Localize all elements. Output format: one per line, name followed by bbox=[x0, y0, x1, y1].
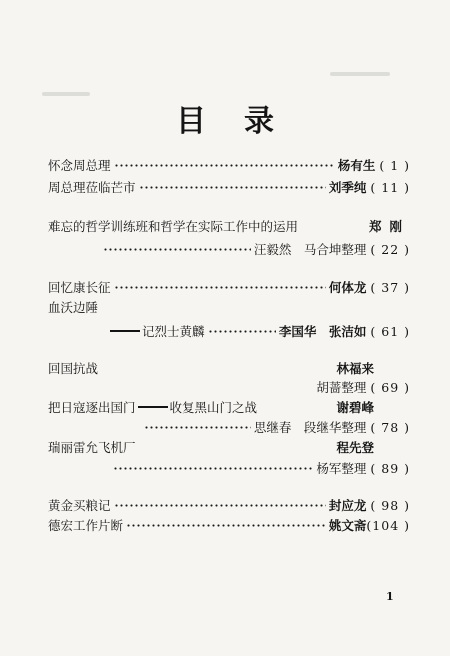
entry-title: 血沃边陲 bbox=[48, 300, 99, 315]
entry-author: 杨有生 bbox=[337, 158, 376, 173]
leader-dots bbox=[208, 330, 276, 333]
entry-page: ( 61 ) bbox=[370, 323, 410, 339]
entry-author: 刘季纯 bbox=[328, 180, 367, 195]
toc-entry[interactable] bbox=[48, 496, 410, 514]
entry-compiler: 杨军整理 bbox=[316, 461, 367, 476]
entry-author: 封应龙 bbox=[328, 498, 367, 513]
toc-entry-subline[interactable] bbox=[48, 418, 410, 436]
toc-entry-subline[interactable] bbox=[100, 240, 410, 258]
leader-dots bbox=[103, 248, 251, 251]
em-dash bbox=[138, 406, 168, 408]
toc-entry-subline[interactable] bbox=[110, 459, 410, 477]
entry-author: 谢碧峰 bbox=[336, 400, 374, 415]
entry-title: 周总理莅临芒市 bbox=[48, 180, 136, 195]
leader-dots bbox=[114, 286, 326, 289]
toc-entry-subline[interactable] bbox=[110, 322, 410, 340]
entry-title: 瑞丽雷允飞机厂 bbox=[48, 440, 136, 455]
entry-compiler: 胡蔷整理 bbox=[316, 380, 367, 395]
leader-dots bbox=[114, 504, 326, 507]
toc-entry[interactable] bbox=[48, 298, 410, 316]
toc-entry[interactable] bbox=[48, 438, 410, 456]
toc-entry[interactable] bbox=[48, 516, 410, 534]
entry-title: 德宏工作片断 bbox=[48, 518, 124, 533]
entry-page: ( 1 ) bbox=[379, 157, 410, 173]
entry-author: 郑刚 bbox=[368, 219, 410, 234]
em-dash bbox=[110, 330, 140, 332]
leader-dots bbox=[114, 164, 335, 167]
entry-title: 难忘的哲学训练班和哲学在实际工作中的运用 bbox=[48, 219, 299, 234]
folio-number: 1 bbox=[386, 590, 394, 603]
leader-dots bbox=[144, 426, 251, 429]
toc-entry[interactable] bbox=[48, 156, 410, 174]
entry-page: ( 11 ) bbox=[370, 179, 410, 195]
entry-title: 回国抗战 bbox=[48, 361, 99, 376]
entry-page: ( 98 ) bbox=[370, 497, 410, 513]
entry-title: 黄金买粮记 bbox=[48, 498, 111, 513]
entry-compiler: 汪毅然 马合坤整理 bbox=[253, 242, 367, 257]
toc-entry[interactable] bbox=[48, 359, 410, 377]
entry-compiler: 思继春 段继华整理 bbox=[253, 420, 367, 435]
entry-author: 姚文斋 bbox=[328, 518, 367, 533]
entry-subtitle: 记烈士黄麟 bbox=[142, 324, 205, 339]
entry-page: ( 22 ) bbox=[370, 241, 410, 257]
toc-entry[interactable] bbox=[48, 178, 410, 196]
entry-author: 林福来 bbox=[336, 361, 374, 376]
entry-page: ( 89 ) bbox=[370, 460, 410, 476]
toc-entry[interactable] bbox=[48, 217, 410, 235]
entry-title-part2: 收复黑山门之战 bbox=[169, 400, 258, 415]
toc-entry-subline[interactable] bbox=[48, 378, 410, 396]
page-title: 目录 bbox=[176, 104, 312, 139]
toc-entry[interactable] bbox=[48, 398, 410, 416]
entry-author: 程先登 bbox=[336, 440, 374, 455]
scan-smudge bbox=[330, 72, 390, 76]
entry-page: ( 69 ) bbox=[370, 379, 410, 395]
entry-title: 把日寇逐出国门 bbox=[48, 400, 136, 415]
leader-dots bbox=[113, 467, 313, 470]
entry-page: (104 ) bbox=[366, 517, 410, 533]
entry-author: 何体龙 bbox=[328, 280, 367, 295]
leader-dots bbox=[126, 524, 326, 527]
entry-page: ( 78 ) bbox=[370, 419, 410, 435]
leader-dots bbox=[139, 186, 326, 189]
entry-page: ( 37 ) bbox=[370, 279, 410, 295]
entry-author: 李国华 张洁如 bbox=[278, 324, 367, 339]
toc-entry[interactable] bbox=[48, 278, 410, 296]
entry-title: 回忆康长征 bbox=[48, 280, 111, 295]
entry-title: 怀念周总理 bbox=[48, 158, 111, 173]
